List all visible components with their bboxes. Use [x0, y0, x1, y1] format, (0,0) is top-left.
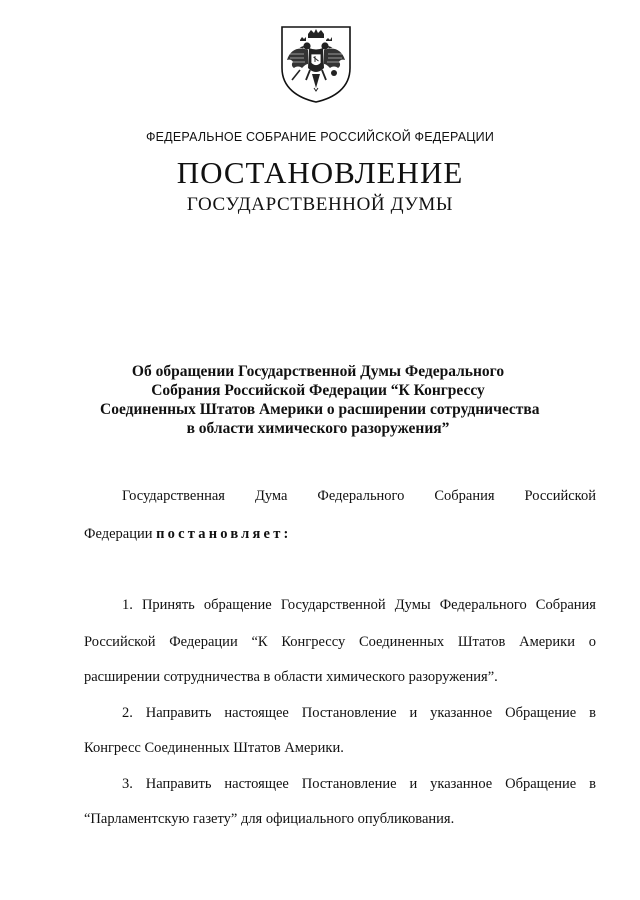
preamble-word: Федерального — [317, 488, 405, 504]
item-3-line-2: “Парламентскую газету” для официального опубликования. — [84, 811, 455, 827]
item-word: “К — [251, 634, 268, 650]
preamble-word: Государственная — [122, 488, 225, 504]
item-1-line-1 — [122, 597, 596, 614]
item-word: 1. — [122, 597, 133, 613]
item-1-line-3: расширении сотрудничества в области химического разоружения”. — [84, 669, 498, 685]
preamble-word: Собрания — [434, 488, 495, 504]
item-word: Америки — [519, 634, 575, 650]
document-subject — [100, 362, 540, 438]
document-issuer-title: ГОСУДАРСТВЕННОЙ ДУМЫ — [186, 194, 454, 215]
item-word: обращение — [203, 597, 272, 613]
item-word: о — [588, 634, 596, 650]
preamble-line-2 — [84, 526, 292, 543]
item-word: Направить — [145, 776, 212, 792]
item-word: и — [409, 705, 418, 721]
subject-line: Собрания Российской Федерации “К Конгрессу — [151, 382, 485, 399]
item-word: Федерального — [439, 597, 527, 613]
resolution-verb: постановляет: — [156, 526, 292, 542]
subject-line: в области химического разоружения” — [186, 420, 450, 437]
item-word: настоящее — [224, 776, 289, 792]
subject-line: Об обращении Государственной Думы Федерального — [131, 363, 505, 380]
item-word: и — [409, 776, 418, 792]
item-word: Государственной — [280, 597, 386, 613]
item-word: настоящее — [224, 705, 289, 721]
item-word: Штатов — [457, 634, 506, 650]
item-word: указанное — [430, 776, 493, 792]
item-2-line-2: Конгресс Соединенных Штатов Америки. — [84, 740, 344, 756]
item-word: Обращение — [505, 776, 577, 792]
item-word: Направить — [145, 705, 212, 721]
item-3-line-1 — [122, 776, 596, 793]
item-word: в — [589, 776, 596, 792]
item-word: Постановление — [301, 776, 397, 792]
item-1-line-2 — [84, 634, 596, 651]
item-word: 3. — [122, 776, 133, 792]
item-word: Обращение — [505, 705, 577, 721]
russian-coat-of-arms-icon — [278, 24, 354, 104]
preamble-word: Российской — [524, 488, 596, 504]
item-word: Постановление — [301, 705, 397, 721]
assembly-title: ФЕДЕРАЛЬНОЕ СОБРАНИЕ РОССИЙСКОЙ ФЕДЕРАЦИИ — [145, 130, 495, 144]
preamble-line-1 — [122, 488, 596, 505]
item-word: Федерации — [169, 634, 238, 650]
item-word: указанное — [430, 705, 493, 721]
item-word: Соединенных — [358, 634, 445, 650]
item-2-line-1 — [122, 705, 596, 722]
item-word: Принять — [141, 597, 195, 613]
item-word: Российской — [84, 634, 156, 650]
preamble-text: Федерации — [84, 526, 153, 542]
item-word: Конгрессу — [281, 634, 346, 650]
document-type-title: ПОСТАНОВЛЕНИЕ — [176, 155, 464, 190]
preamble-word: Дума — [254, 488, 288, 504]
item-word: 2. — [122, 705, 133, 721]
item-word: в — [589, 705, 596, 721]
item-word: Думы — [394, 597, 431, 613]
subject-line: Соединенных Штатов Америки о расширении сотрудничества — [100, 401, 540, 418]
item-word: Собрания — [535, 597, 596, 613]
